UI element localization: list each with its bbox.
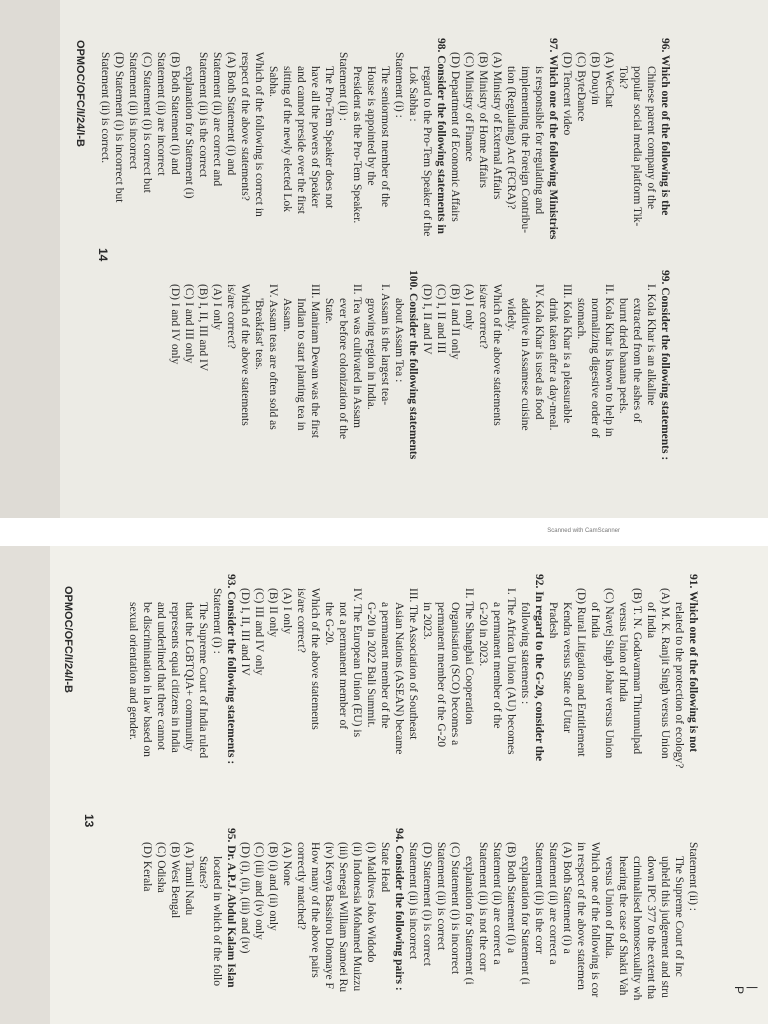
text-line: IV. The European Union (EU) is [351, 588, 363, 738]
text-line: The Pro-Tem Speaker does not [323, 66, 335, 209]
text-line: (B) Both Statement (i) a [505, 842, 517, 954]
text-line: The Supreme Court of Inc [673, 856, 685, 977]
page13-column-left [126, 574, 700, 768]
page14-column-right [168, 270, 672, 460]
text-line: widely. [505, 298, 517, 332]
text-line: (D) Rural Litigation and Entitlement [575, 588, 587, 757]
text-line: popular social media platform Tik- [631, 66, 643, 227]
text-line: (ii) Indonesia Mohamed Muizzu [351, 842, 363, 992]
text-line: Which one of the following is cor [589, 842, 601, 998]
scan-gap [0, 518, 768, 546]
text-line: How many of the above pairs [309, 842, 321, 978]
text-line: State. [323, 298, 335, 324]
text-line: a permanent member of the [491, 602, 503, 729]
text-line: have all the powers of Speaker [309, 66, 321, 208]
text-line: (A) Ministry of External Affairs [491, 52, 503, 200]
text-line: (iii) Senegal William Samoei Ru [337, 842, 349, 993]
text-line: 92. In regard to the G-20, consider the [533, 574, 545, 762]
text-line: Statement (ii) is not the corr [477, 842, 489, 972]
text-line: (C) (iii) and (iv) only [253, 842, 265, 940]
text-line: upheld this judgement and stru [659, 856, 671, 998]
text-line: (D) (i), (ii), (iii) and (iv) [239, 842, 251, 954]
text-line: (C) Ministry of Finance [463, 52, 475, 162]
text-line: Organisation (SCO) becomes a [449, 602, 461, 746]
text-line: 95. Dr. A.P.J. Abdul Kalam Islan [225, 828, 237, 988]
text-line: of India [589, 602, 601, 639]
text-line: (C) ByteDance [575, 52, 587, 122]
text-line: (B) Both Statement (i) and [169, 52, 181, 175]
text-line: Which of the above statements [309, 588, 321, 730]
text-line: (C) I and III only [183, 284, 195, 364]
text-line: Statement (ii) is correct [435, 842, 447, 951]
text-line: Statement (ii) is correct. [99, 52, 111, 164]
text-line: (D) Kerala [141, 842, 153, 892]
text-line: regard to the Pro-Tem Speaker of the [421, 66, 433, 237]
text-line: Sabha. [267, 66, 279, 97]
text-line: sexual orientation and gender. [127, 602, 139, 740]
text-line: (D) Tencent video [561, 52, 573, 136]
text-line: (A) M. K. Ranjit Singh versus Union [659, 588, 671, 759]
page-13 [0, 546, 768, 1024]
text-line: (B) II only [267, 588, 279, 638]
text-line: related to the protection of ecology? [673, 602, 685, 769]
page-number: 14 [96, 248, 110, 262]
text-line: (B) Douyin [589, 52, 601, 105]
text-line: explanation for Statement (i [519, 856, 531, 985]
text-line: 98. Consider the following statements in [435, 38, 447, 234]
text-line: (D) Department of Economic Affairs [449, 52, 461, 222]
text-line: in 2023. [421, 602, 433, 640]
text-line: I. Assam is the largest tea- [379, 284, 391, 406]
page-number: 13 [82, 814, 96, 828]
text-line: is/are correct? [225, 284, 237, 349]
text-line: IV. Assam teas are often sold as [267, 284, 279, 430]
page-shadow [0, 546, 50, 1024]
text-line: implementing the Foreign Contribu- [519, 66, 531, 234]
text-line: G-20 in 2022 Bali Summit. [365, 602, 377, 728]
text-line: (B) I and II only [449, 284, 461, 360]
text-line: 'Breakfast' teas. [253, 298, 265, 370]
text-line: Kendra versus State of Uttar [561, 602, 573, 733]
text-line: is/are correct? [477, 284, 489, 349]
text-line: (D) I, II and IV [421, 284, 433, 355]
text-line: permanent member of the G-20 [435, 602, 447, 747]
text-line: House is appointed by the [365, 66, 377, 186]
text-line: III. Maniram Dewan was the first [309, 284, 321, 438]
text-line: I. Kola Khar is an alkaline [645, 284, 657, 406]
text-line: 99. Consider the following statements : [659, 270, 671, 461]
text-line: tion (Regulating) Act (FCRA)? [505, 66, 517, 210]
text-line: Statement (ii) are correct a [491, 842, 503, 965]
text-line: Chinese parent company of the [645, 66, 657, 210]
text-line: The seniormost member of the [379, 66, 391, 208]
text-line: (A) I only [281, 588, 293, 634]
text-line: and underlined that there cannot [155, 602, 167, 751]
text-line: 96. Which one of the following is the [659, 38, 671, 216]
text-line: versus Union of India. [603, 856, 615, 959]
text-line: (A) Both Statement (i) a [561, 842, 573, 954]
text-line: (C) I, II and III [435, 284, 447, 354]
text-line: Statement (ii) are correct and [211, 52, 223, 187]
text-line: Statement (ii) : [687, 842, 699, 911]
text-line: is responsible for regulating and [533, 66, 545, 215]
text-line: IV. Kola Khar is used as food [533, 284, 545, 420]
text-line: following statements : [519, 602, 531, 705]
text-line: Lok Sabha : [407, 66, 419, 122]
text-line: II. The Shanghai Cooperation [463, 588, 475, 725]
text-line: the G-20. [323, 602, 335, 646]
scanner-watermark: Scanned with CamScanner [547, 528, 620, 534]
text-line: (C) Statement (i) is correct but [141, 52, 153, 193]
text-line: explanation for Statement (i [463, 856, 475, 985]
text-line: be discrimination in law based on [141, 602, 153, 757]
text-line: Statement (ii) are incorrect [155, 52, 167, 176]
page-corner-mark: | P [732, 986, 760, 995]
text-line: down IPC 377 to the extent tha [645, 856, 657, 1000]
text-line: (B) I, II, III and IV [197, 284, 209, 372]
text-line: 97. Which one of the following Ministries [547, 38, 559, 240]
text-line: The Supreme Court of India ruled [197, 602, 209, 759]
text-line: stomach. [575, 298, 587, 340]
text-line: respect of the above statements? [239, 52, 251, 201]
text-line: additive in Assamese cuisine [519, 298, 531, 431]
text-line: (D) I and IV only [169, 284, 181, 365]
text-line: Statement (ii) are correct a [547, 842, 559, 965]
text-line: correctly matched? [295, 842, 307, 930]
text-line: of India [645, 602, 657, 639]
text-line: States? [197, 856, 209, 889]
text-line: Statement (ii) : [337, 52, 349, 121]
text-line: represents equal citizens in India [169, 602, 181, 753]
text-line: ever before colonization of the [337, 298, 349, 440]
text-line: (D) Statement (i) is incorrect but [113, 52, 125, 203]
text-line: 94. Consider the following pairs : [393, 828, 405, 991]
text-line: (A) I only [463, 284, 475, 330]
text-line: hearing the case of Shakti Vah [617, 856, 629, 996]
text-line: (B) T. N. Godavarman Thirumulpad [631, 588, 643, 755]
text-line: not a permanent member of [337, 602, 349, 730]
text-line: Statement (ii) is incorrect [127, 52, 139, 170]
text-line: (D) Statement (i) is correct [421, 842, 433, 966]
text-line: President as the Pro-Tem Speaker. [351, 66, 363, 224]
text-line: (B) (i) and (ii) only [267, 842, 279, 931]
text-line: versus Union of India [617, 602, 629, 702]
text-line: (C) III and IV only [253, 588, 265, 676]
text-line: criminalised homosexuality wh [631, 856, 643, 1001]
text-line: in respect of the above statemen [575, 842, 587, 990]
text-line: (A) Both Statement (i) and [225, 52, 237, 176]
text-line: Tok? [617, 66, 629, 89]
text-line: (A) WeChat [603, 52, 615, 108]
text-line: extracted from the ashes of [631, 298, 643, 423]
text-line: (A) None [281, 842, 293, 886]
text-line: 93. Consider the following statements : [225, 574, 237, 765]
text-line: normalizing digestive order of [589, 298, 601, 438]
page14-column-left [98, 38, 672, 239]
text-line: (iv) Kenya Bassirou Diomaye F [323, 842, 335, 989]
text-line: State Head [379, 842, 391, 893]
text-line: G-20 in 2023. [477, 602, 489, 667]
text-line: 100. Consider the following statements [407, 270, 419, 460]
text-line: (C) Odisha [155, 842, 167, 893]
page-shadow [0, 0, 60, 518]
text-line: and cannot preside over the first [295, 66, 307, 214]
text-line: Statement (i) : [211, 588, 223, 654]
text-line: (C) Statement (i) is incorrect [449, 842, 461, 975]
text-line: (B) Ministry of Home Affairs [477, 52, 489, 188]
text-line: that the LGBTQIA+ community [183, 602, 195, 752]
text-line: about Assam Tea : [393, 298, 405, 383]
text-line: (C) Navtej Singh Johar versus Union [603, 588, 615, 759]
text-line: Indian to start planting tea in [295, 298, 307, 431]
text-line: explanation for Statement (i) [183, 66, 195, 199]
text-line: (A) I only [211, 284, 223, 330]
text-line: (i) Maldives Joko Widodo [365, 842, 377, 963]
text-line: (A) Tamil Nadu [183, 842, 195, 916]
text-line: Statement (ii) is the correct [197, 52, 209, 178]
text-line: Which of the following is correct in [253, 52, 265, 217]
text-line: III. Kola Khar is a pleasurable [561, 284, 573, 424]
page13-column-right [140, 828, 700, 1000]
text-line: III. The Association of Southeast [407, 588, 419, 740]
text-line: 91. Which one of the following is not [687, 574, 699, 753]
text-line: growing region in India. [365, 298, 377, 410]
text-line: (B) West Bengal [169, 842, 181, 919]
text-line: Statement (ii) is the corr [533, 842, 545, 954]
text-line: II. Kola Khar is known to help in [603, 284, 615, 437]
text-line: drink taken after a day-meal. [547, 298, 559, 431]
page-footer-code: OPMOC/OFC/I/24/I-B [74, 40, 86, 147]
text-line: Which of the above statements [239, 284, 251, 426]
text-line: Statement (ii) is incorrect [407, 842, 419, 960]
page-footer-code: OPMOC/OFC/I/24/I-B [62, 586, 74, 693]
text-line: Which of the above statements [491, 284, 503, 426]
text-line: a permanent member of the [379, 602, 391, 729]
text-line: Asian Nations (ASEAN) became [393, 602, 405, 755]
text-line: burnt dried banana peels. [617, 298, 629, 414]
text-line: is/are correct? [295, 588, 307, 653]
text-line: located in which of the follo [211, 856, 223, 986]
text-line: Assam. [281, 298, 293, 333]
text-line: Statement (i) : [393, 52, 405, 118]
text-line: II. Tea was cultivated in Assam [351, 284, 363, 428]
text-line: I. The African Union (AU) becomes [505, 588, 517, 755]
text-line: sitting of the newly elected Lok [281, 66, 293, 212]
text-line: (D) I, II, III and IV [239, 588, 251, 676]
text-line: Pradesh [547, 602, 559, 639]
